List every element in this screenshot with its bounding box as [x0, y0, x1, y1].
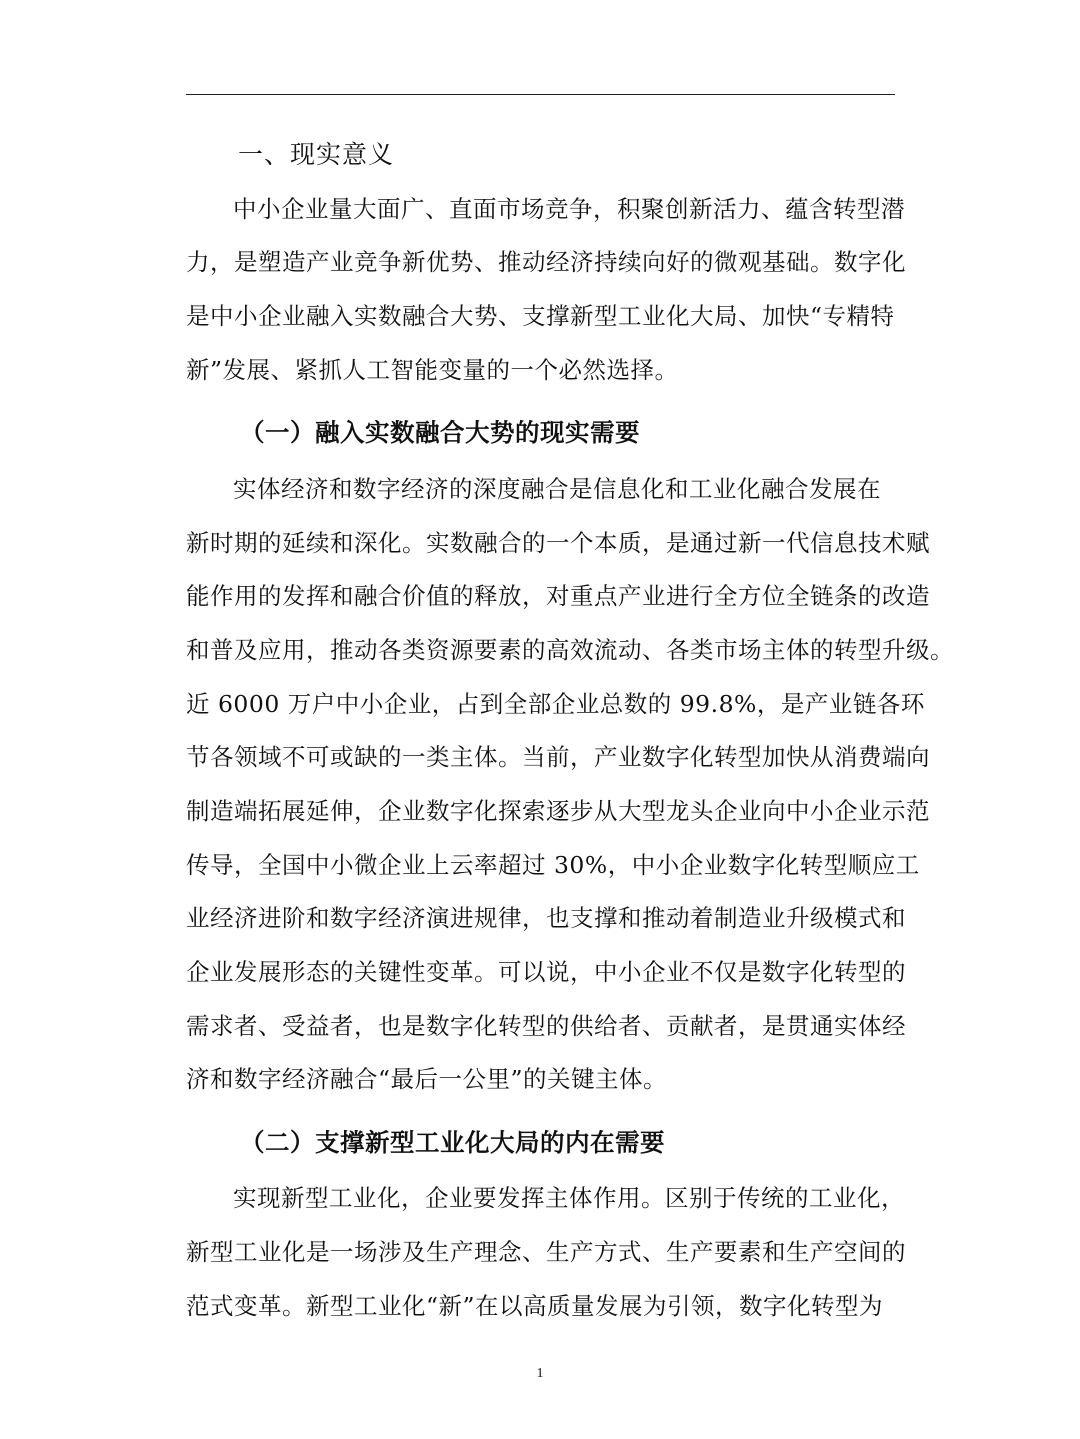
paragraph-line: 企业发展形态的关键性变革。可以说，中小企业不仅是数字化转型的 [186, 958, 906, 986]
paragraph-line: 需求者、受益者，也是数字化转型的供给者、贡献者，是贯通实体经 [186, 1012, 906, 1040]
paragraph-line: 济和数字经济融合“最后一公里”的关键主体。 [186, 1065, 668, 1093]
paragraph-line: 新”发展、紧抓人工智能变量的一个必然选择。 [186, 356, 679, 384]
paragraph-line: 实现新型工业化，企业要发挥主体作用。区别于传统的工业化， [233, 1184, 905, 1212]
subsection-title-1: （一）融入实数融合大势的现实需要 [240, 418, 640, 447]
paragraph-line: 中小企业量大面广、直面市场竞争，积聚创新活力、蕴含转型潜 [233, 195, 905, 223]
paragraph-line: 近 6000 万户中小企业，占到全部企业总数的 99.8%，是产业链各环 [186, 690, 925, 718]
page-number: 1 [536, 1366, 544, 1381]
paragraph-line: 实体经济和数字经济的深度融合是信息化和工业化融合发展在 [233, 475, 881, 503]
paragraph-line: 节各领域不可或缺的一类主体。当前，产业数字化转型加快从消费端向 [186, 743, 930, 771]
paragraph-line: 能作用的发挥和融合价值的释放，对重点产业进行全方位全链条的改造 [186, 582, 930, 610]
header-rule [186, 94, 895, 95]
paragraph-line: 力，是塑造产业竞争新优势、推动经济持续向好的微观基础。数字化 [186, 248, 906, 276]
paragraph-line: 制造端拓展延伸，企业数字化探索逐步从大型龙头企业向中小企业示范 [186, 797, 930, 825]
paragraph-line: 和普及应用，推动各类资源要素的高效流动、各类市场主体的转型升级。 [186, 636, 954, 664]
subsection-title-2: （二）支撑新型工业化大局的内在需要 [240, 1128, 665, 1157]
paragraph-line: 传导，全国中小微企业上云率超过 30%，中小企业数字化转型顺应工 [186, 851, 920, 879]
paragraph-line: 新型工业化是一场涉及生产理念、生产方式、生产要素和生产空间的 [186, 1238, 906, 1266]
paragraph-line: 新时期的延续和深化。实数融合的一个本质，是通过新一代信息技术赋 [186, 529, 930, 557]
paragraph-line: 业经济进阶和数字经济演进规律，也支撑和推动着制造业升级模式和 [186, 904, 906, 932]
paragraph-line: 是中小企业融入实数融合大势、支撑新型工业化大局、加快“专精特 [186, 302, 895, 330]
section-title: 一、现实意义 [238, 140, 395, 169]
paragraph-line: 范式变革。新型工业化“新”在以高质量发展为引领，数字化转型为 [186, 1292, 884, 1320]
